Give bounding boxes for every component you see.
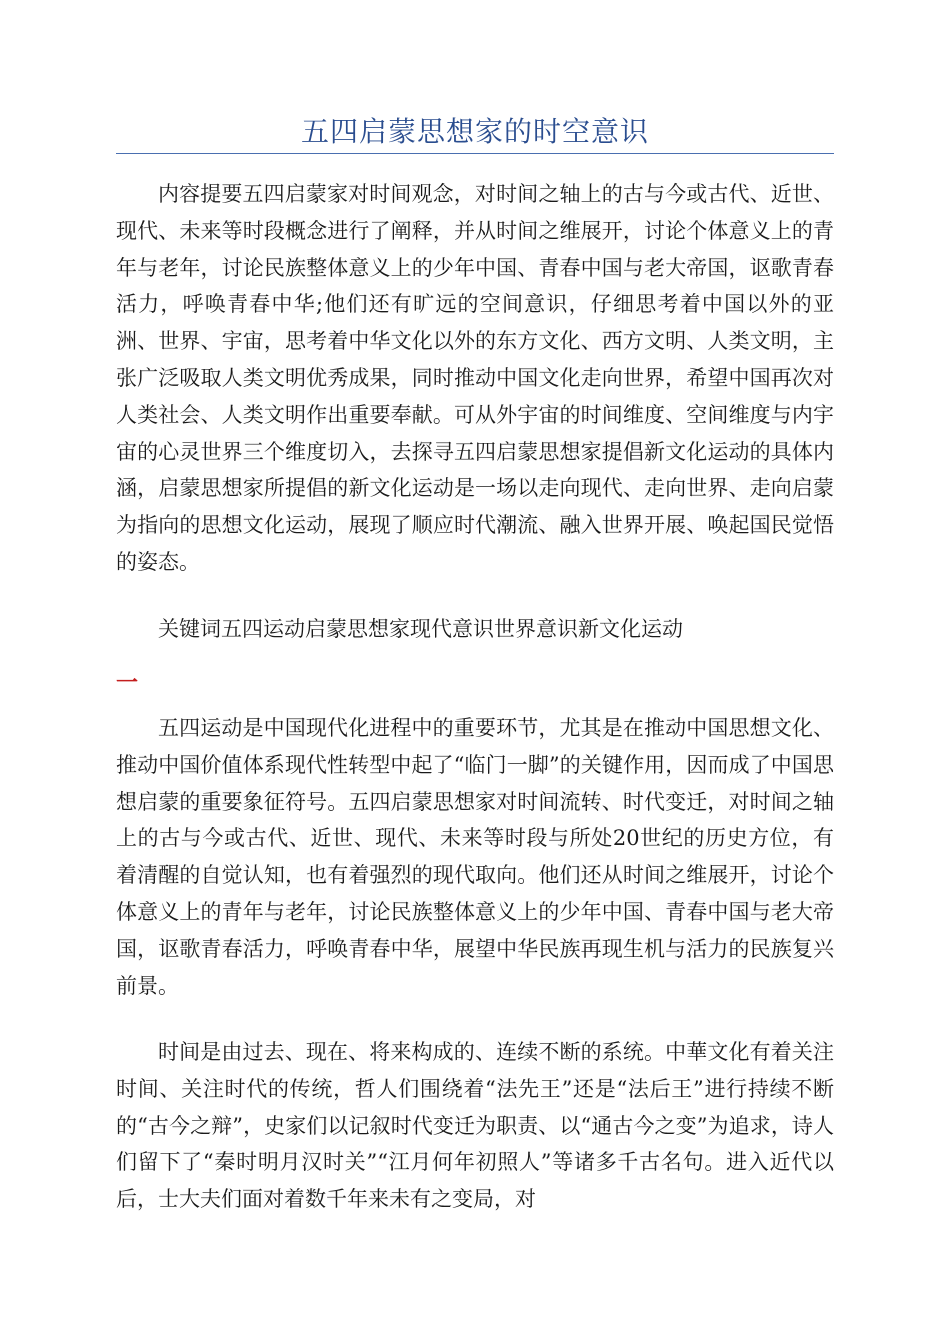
body-paragraph: 五四运动是中国现代化进程中的重要环节，尤其是在推动中国思想文化、推动中国价值体系现代性转型中起了“临门一脚”的关键作用，因而成了中国思想启蒙的重要象征符号。五四启蒙思想家对时间流转、时代变迁，对时间之轴上的古与今或古代、近世、现代、未来等时段与所处20世纪的历史方位，有着清醒的自觉认知，也有着强烈的现代取向。他们还从时间之维展开，讨论个体意义上的青年与老年，讨论民族整体意义上的少年中国、青春中国与老大帝国，讴歌青春活力，呼唤青春中华，展望中华民族再现生机与活力的民族复兴前景。: [116, 716, 834, 998]
body-paragraph: 时间是由过去、现在、将来构成的、连续不断的系统。中華文化有着关注时间、关注时代的传统，哲人们围绕着“法先王”还是“法后王”进行持续不断的“古今之辩”，史家们以记叙时代变迁为职责、以“通古今之变”为追求，诗人们留下了“秦时明月汉时关”“江月何年初照人”等诸多千古名句。进入近代以后，士大夫们面对着数千年来未有之变局，对: [116, 1040, 834, 1212]
abstract-paragraph: 内容提要五四启蒙家对时间观念，对时间之轴上的古与今或古代、近世、现代、未来等时段概念进行了阐释，并从时间之维展开，讨论个体意义上的青年与老年，讨论民族整体意义上的少年中国、青春中国与老大帝国，讴歌青春活力，呼唤青春中华;他们还有旷远的空间意识，仔细思考着中国以外的亚洲、世界、宇宙，思考着中华文化以外的东方文化、西方文明、人类文明，主张广泛吸取人类文明优秀成果，同时推动中国文化走向世界，希望中国再次对人类社会、人类文明作出重要奉献。可从外宇宙的时间维度、空间维度与内宇宙的心灵世界三个维度切入，去探寻五四启蒙思想家提倡新文化运动的具体内涵，启蒙思想家所提倡的新文化运动是一场以走向现代、走向世界、走向启蒙为指向的思想文化运动，展现了顺应时代潮流、融入世界开展、唤起国民觉悟的姿态。: [116, 182, 834, 574]
keywords-paragraph: 关键词五四运动启蒙思想家现代意识世界意识新文化运动: [158, 617, 683, 641]
page-title: 五四启蒙思想家的时空意识: [300, 115, 649, 148]
title-underline: [116, 153, 834, 154]
section-heading-number: 一: [116, 670, 139, 696]
